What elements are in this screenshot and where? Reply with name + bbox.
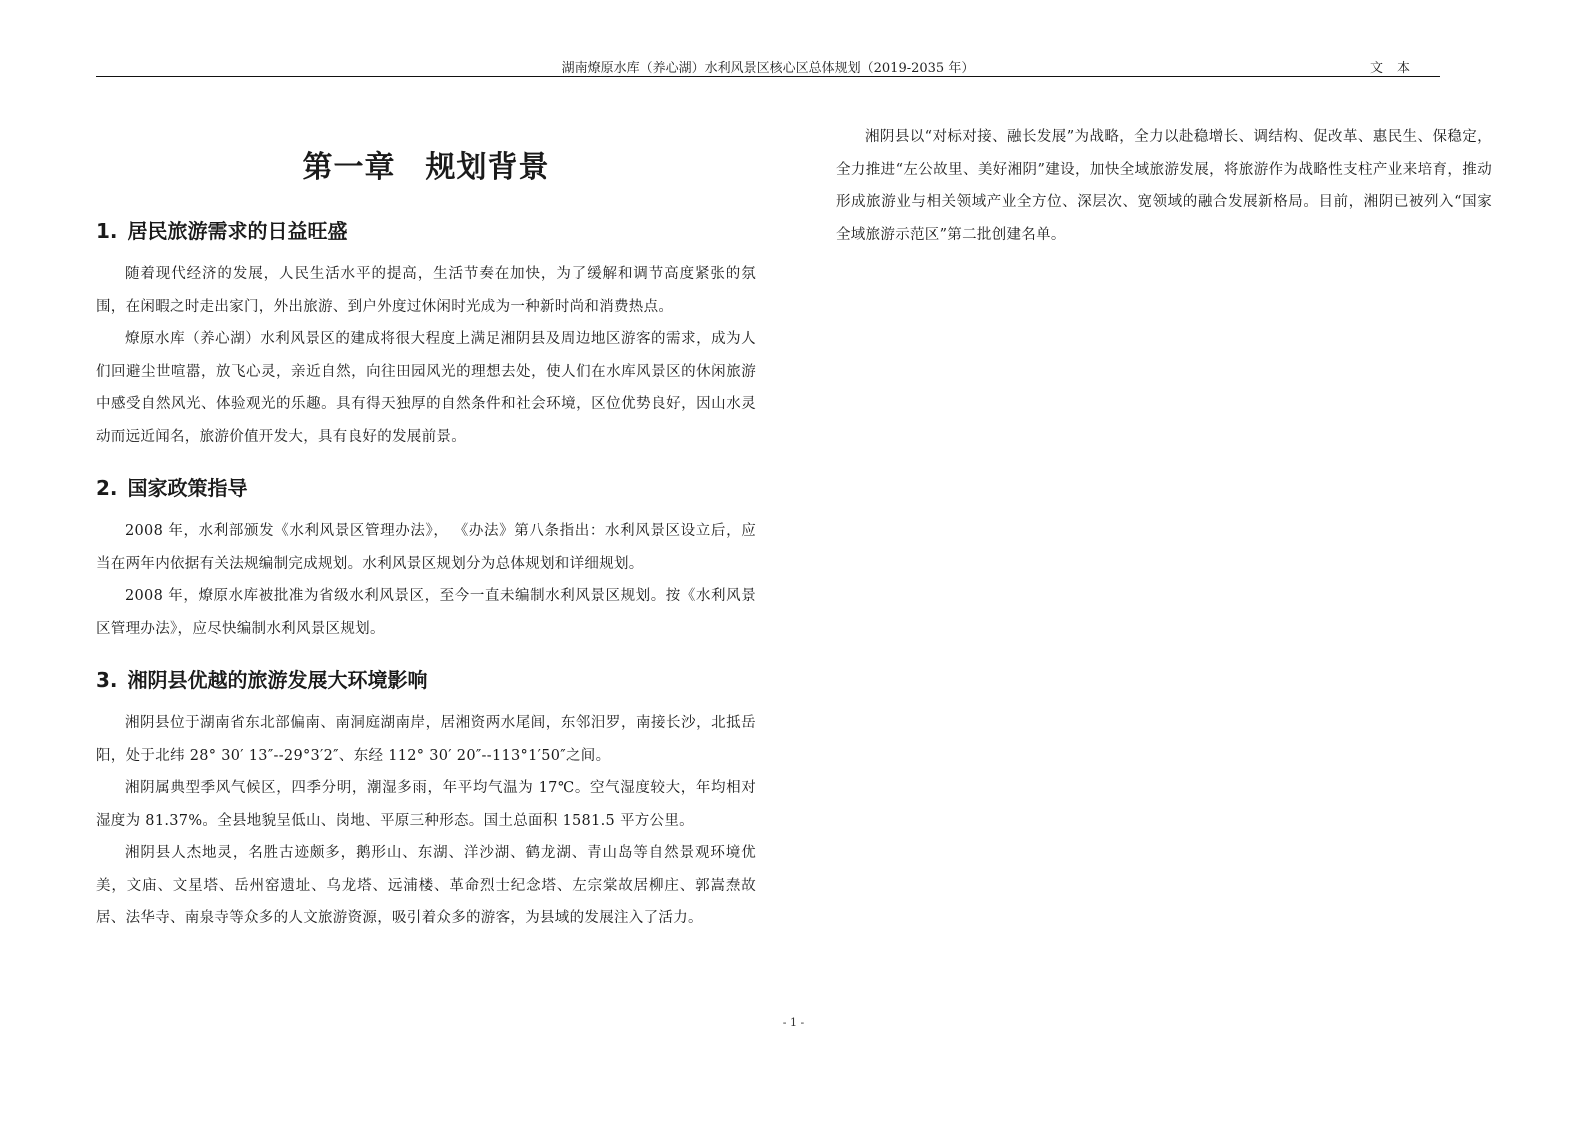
- paragraph: 2008 年，水利部颁发《水利风景区管理办法》， 《办法》第八条指出：水利风景区设立后，应当在两年内依据有关法规编制完成规划。水利风景区规划分为总体规划和详细规划。: [96, 523, 756, 572]
- paragraph: 湘阴县以“对标对接、融长发展”为战略，全力以赴稳增长、调结构、促改革、惠民生、保稳定，全力推进“左公故里、美好湘阴”建设，加快全域旅游发展，将旅游作为战略性支柱产业来培育，推动形成旅游业与相关领域产业全方位、深层次、宽领域的融合发展新格局。目前，湘阴已被列入“国家全域旅游示范区”第二批创建名单。: [836, 129, 1492, 243]
- page-number: - 1 -: [782, 1016, 805, 1029]
- section-number: 3.: [96, 668, 118, 692]
- section-number: 2.: [96, 476, 118, 500]
- right-column: [836, 121, 1492, 251]
- section-title: 湘阴县优越的旅游发展大环境影响: [127, 668, 428, 692]
- chapter-label: 第一章: [302, 150, 396, 185]
- section-number: 1.: [96, 219, 118, 243]
- paragraph: 2008 年，燎原水库被批准为省级水利风景区，至今一直未编制水利风景区规划。按《水利风景区管理办法》，应尽快编制水利风景区规划。: [96, 588, 756, 637]
- document-type-tag: 文本: [1369, 61, 1424, 76]
- section-heading-3: [96, 665, 756, 695]
- document-title: 湖南燎原水库（养心湖）水利风景区核心区总体规划（2019-2035 年）: [561, 61, 975, 76]
- chapter-heading: [96, 140, 756, 196]
- section-title: 居民旅游需求的日益旺盛: [127, 219, 348, 243]
- page-header: [96, 54, 1440, 77]
- chapter-title: 规划背景: [425, 150, 550, 185]
- section-heading-1: [96, 216, 756, 246]
- paragraph: 随着现代经济的发展，人民生活水平的提高，生活节奏在加快，为了缓解和调节高度紧张的氛围，在闲暇之时走出家门，外出旅游、到户外度过休闲时光成为一种新时尚和消费热点。: [96, 266, 756, 315]
- paragraph: 湘阴县位于湖南省东北部偏南、南洞庭湖南岸，居湘资两水尾闾，东邻汨罗，南接长沙，北抵岳阳，处于北纬 28° 30′ 13″--29°3′2″、东经 112° 30′ 20″--113°1′50″之间。: [96, 715, 756, 764]
- section-title: 国家政策指导: [127, 476, 248, 500]
- left-column: [96, 110, 756, 935]
- paragraph: 湘阴县人杰地灵，名胜古迹颇多，鹅形山、东湖、洋沙湖、鹤龙湖、青山岛等自然景观环境优美，文庙、文星塔、岳州窑遗址、乌龙塔、远浦楼、革命烈士纪念塔、左宗棠故居柳庄、郭嵩焘故居、法华寺、南泉寺等众多的人文旅游资源，吸引着众多的游客，为县域的发展注入了活力。: [96, 845, 756, 926]
- paragraph: 湘阴属典型季风气候区，四季分明，潮湿多雨，年平均气温为 17℃。空气湿度较大，年均相对湿度为 81.37%。全县地貌呈低山、岗地、平原三种形态。国土总面积 1581.5 平方公里。: [96, 780, 756, 829]
- paragraph: 燎原水库（养心湖）水利风景区的建成将很大程度上满足湘阴县及周边地区游客的需求，成为人们回避尘世喧嚣，放飞心灵，亲近自然，向往田园风光的理想去处，使人们在水库风景区的休闲旅游中感受自然风光、体验观光的乐趣。具有得天独厚的自然条件和社会环境，区位优势良好，因山水灵动而远近闻名，旅游价值开发大，具有良好的发展前景。: [96, 331, 756, 445]
- section-heading-2: [96, 473, 756, 503]
